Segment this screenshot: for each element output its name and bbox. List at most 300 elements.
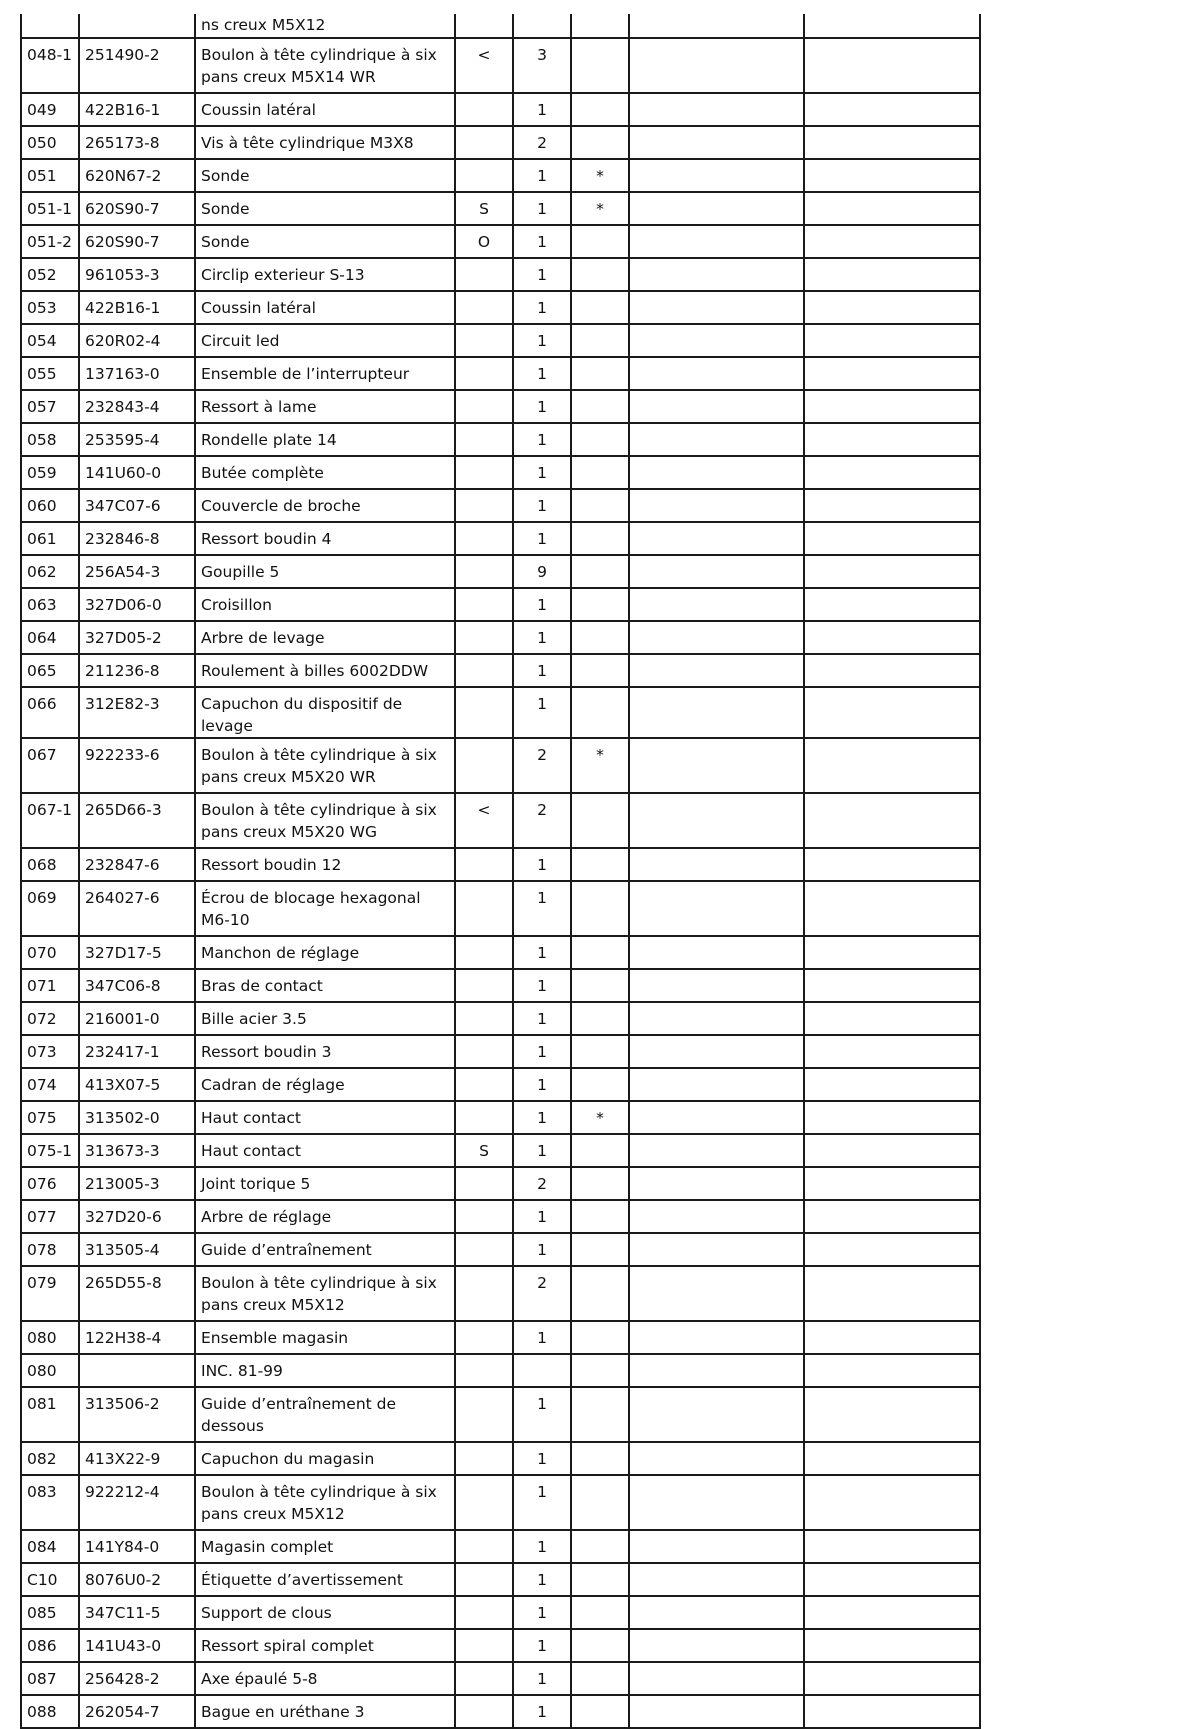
variant-mark-cell (455, 738, 513, 793)
part-number-cell: 232843-4 (79, 390, 195, 423)
variant-mark-cell (455, 1475, 513, 1530)
variant-mark-cell (455, 1233, 513, 1266)
quantity-cell: 1 (513, 489, 571, 522)
part-number-cell: 256A54-3 (79, 555, 195, 588)
quantity-cell: 2 (513, 738, 571, 793)
quantity-cell: 1 (513, 522, 571, 555)
extra-column-1-cell (629, 936, 804, 969)
note-mark-cell (571, 555, 629, 588)
quantity-cell: 2 (513, 1167, 571, 1200)
extra-column-1-cell (629, 793, 804, 848)
item-number-cell: 069 (21, 881, 79, 936)
quantity-cell: 1 (513, 390, 571, 423)
item-number-cell: 062 (21, 555, 79, 588)
item-number-cell: 074 (21, 1068, 79, 1101)
part-number-cell: 327D05-2 (79, 621, 195, 654)
description-cell: Arbre de réglage (195, 1200, 455, 1233)
quantity-cell: 2 (513, 126, 571, 159)
note-mark-cell (571, 1002, 629, 1035)
extra-column-1-cell (629, 687, 804, 738)
note-mark-cell (571, 848, 629, 881)
extra-column-1-cell (629, 1530, 804, 1563)
extra-column-2-cell (804, 1035, 980, 1068)
variant-mark-cell (455, 881, 513, 936)
description-cell: Bras de contact (195, 969, 455, 1002)
description-cell: Magasin complet (195, 1530, 455, 1563)
table-row (21, 936, 980, 969)
extra-column-2-cell (804, 390, 980, 423)
note-mark-cell (571, 1387, 629, 1442)
quantity-cell (513, 1354, 571, 1387)
extra-column-2-cell (804, 159, 980, 192)
extra-column-2-cell (804, 456, 980, 489)
variant-mark-cell (455, 159, 513, 192)
quantity-cell (513, 14, 571, 38)
extra-column-2-cell (804, 1101, 980, 1134)
note-mark-cell (571, 621, 629, 654)
quantity-cell: 1 (513, 1101, 571, 1134)
part-number-cell: 347C11-5 (79, 1596, 195, 1629)
variant-mark-cell (455, 291, 513, 324)
extra-column-1-cell (629, 1035, 804, 1068)
item-number-cell: 049 (21, 93, 79, 126)
part-number-cell (79, 1354, 195, 1387)
note-mark-cell: * (571, 738, 629, 793)
item-number-cell: 060 (21, 489, 79, 522)
extra-column-1-cell (629, 848, 804, 881)
description-cell: Ensemble de l’interrupteur (195, 357, 455, 390)
description-cell: Capuchon du dispositif de levage (195, 687, 455, 738)
variant-mark-cell (455, 14, 513, 38)
quantity-cell: 1 (513, 93, 571, 126)
description-cell: INC. 81-99 (195, 1354, 455, 1387)
table-row (21, 1321, 980, 1354)
quantity-cell: 1 (513, 357, 571, 390)
description-cell: Bille acier 3.5 (195, 1002, 455, 1035)
quantity-cell: 1 (513, 1035, 571, 1068)
part-number-cell: 347C07-6 (79, 489, 195, 522)
note-mark-cell (571, 1200, 629, 1233)
part-number-cell: 327D17-5 (79, 936, 195, 969)
table-row (21, 1530, 980, 1563)
part-number-cell: 413X22-9 (79, 1442, 195, 1475)
item-number-cell: 071 (21, 969, 79, 1002)
extra-column-1-cell (629, 654, 804, 687)
item-number-cell: 075 (21, 1101, 79, 1134)
note-mark-cell (571, 38, 629, 93)
table-row (21, 357, 980, 390)
table-row (21, 1167, 980, 1200)
quantity-cell: 1 (513, 291, 571, 324)
part-number-cell: 8076U0-2 (79, 1563, 195, 1596)
item-number-cell: 051-2 (21, 225, 79, 258)
item-number-cell: 057 (21, 390, 79, 423)
part-number-cell: 265D55-8 (79, 1266, 195, 1321)
description-cell: Sonde (195, 192, 455, 225)
variant-mark-cell (455, 687, 513, 738)
table-row (21, 1266, 980, 1321)
variant-mark-cell (455, 1596, 513, 1629)
description-cell: Sonde (195, 159, 455, 192)
table-row (21, 423, 980, 456)
note-mark-cell (571, 1629, 629, 1662)
extra-column-2-cell (804, 1002, 980, 1035)
quantity-cell: 1 (513, 1068, 571, 1101)
variant-mark-cell: < (455, 793, 513, 848)
variant-mark-cell (455, 588, 513, 621)
description-cell: Circuit led (195, 324, 455, 357)
table-row (21, 1101, 980, 1134)
table-row (21, 654, 980, 687)
extra-column-2-cell (804, 1629, 980, 1662)
quantity-cell: 1 (513, 1530, 571, 1563)
variant-mark-cell: O (455, 225, 513, 258)
variant-mark-cell (455, 936, 513, 969)
part-number-cell: 141Y84-0 (79, 1530, 195, 1563)
variant-mark-cell (455, 390, 513, 423)
extra-column-2-cell (804, 324, 980, 357)
note-mark-cell (571, 291, 629, 324)
extra-column-1-cell (629, 258, 804, 291)
extra-column-2-cell (804, 738, 980, 793)
extra-column-1-cell (629, 1321, 804, 1354)
table-row (21, 1354, 980, 1387)
part-number-cell: 232847-6 (79, 848, 195, 881)
item-number-cell: 051-1 (21, 192, 79, 225)
variant-mark-cell (455, 1563, 513, 1596)
extra-column-2-cell (804, 1167, 980, 1200)
variant-mark-cell (455, 423, 513, 456)
table-row (21, 1200, 980, 1233)
note-mark-cell (571, 225, 629, 258)
extra-column-1-cell (629, 1200, 804, 1233)
note-mark-cell (571, 1662, 629, 1695)
variant-mark-cell (455, 1200, 513, 1233)
extra-column-1-cell (629, 1629, 804, 1662)
variant-mark-cell (455, 1167, 513, 1200)
extra-column-2-cell (804, 1200, 980, 1233)
table-row (21, 881, 980, 936)
quantity-cell: 1 (513, 159, 571, 192)
variant-mark-cell (455, 456, 513, 489)
part-number-cell: 327D20-6 (79, 1200, 195, 1233)
extra-column-2-cell (804, 14, 980, 38)
extra-column-1-cell (629, 522, 804, 555)
description-cell: Ressort boudin 12 (195, 848, 455, 881)
description-cell: Axe épaulé 5-8 (195, 1662, 455, 1695)
variant-mark-cell (455, 1530, 513, 1563)
variant-mark-cell: S (455, 192, 513, 225)
item-number-cell: 067-1 (21, 793, 79, 848)
variant-mark-cell (455, 1695, 513, 1728)
table-row (21, 456, 980, 489)
quantity-cell: 1 (513, 1475, 571, 1530)
description-cell: Ressort boudin 3 (195, 1035, 455, 1068)
quantity-cell: 1 (513, 1002, 571, 1035)
item-number-cell: 087 (21, 1662, 79, 1695)
extra-column-2-cell (804, 192, 980, 225)
variant-mark-cell (455, 1101, 513, 1134)
item-number-cell: 077 (21, 1200, 79, 1233)
variant-mark-cell (455, 1442, 513, 1475)
extra-column-2-cell (804, 225, 980, 258)
quantity-cell: 1 (513, 1321, 571, 1354)
note-mark-cell (571, 654, 629, 687)
extra-column-1-cell (629, 621, 804, 654)
extra-column-2-cell (804, 126, 980, 159)
variant-mark-cell (455, 1321, 513, 1354)
quantity-cell: 1 (513, 1662, 571, 1695)
note-mark-cell (571, 1035, 629, 1068)
note-mark-cell (571, 489, 629, 522)
variant-mark-cell (455, 93, 513, 126)
extra-column-1-cell (629, 225, 804, 258)
part-number-cell: 265173-8 (79, 126, 195, 159)
variant-mark-cell (455, 1002, 513, 1035)
note-mark-cell (571, 93, 629, 126)
item-number-cell: 073 (21, 1035, 79, 1068)
part-number-cell: 422B16-1 (79, 291, 195, 324)
note-mark-cell (571, 258, 629, 291)
extra-column-1-cell (629, 357, 804, 390)
extra-column-1-cell (629, 1662, 804, 1695)
note-mark-cell (571, 936, 629, 969)
note-mark-cell (571, 1530, 629, 1563)
item-number-cell: 076 (21, 1167, 79, 1200)
table-row (21, 1695, 980, 1728)
extra-column-2-cell (804, 1233, 980, 1266)
extra-column-2-cell (804, 555, 980, 588)
extra-column-2-cell (804, 1662, 980, 1695)
quantity-cell: 1 (513, 258, 571, 291)
table-row (21, 1233, 980, 1266)
variant-mark-cell (455, 324, 513, 357)
quantity-cell: 1 (513, 324, 571, 357)
note-mark-cell (571, 1475, 629, 1530)
note-mark-cell (571, 1695, 629, 1728)
quantity-cell: 1 (513, 1134, 571, 1167)
table-row (21, 522, 980, 555)
description-cell: ns creux M5X12 (195, 14, 455, 38)
item-number-cell (21, 14, 79, 38)
extra-column-1-cell (629, 1233, 804, 1266)
note-mark-cell (571, 969, 629, 1002)
extra-column-2-cell (804, 1695, 980, 1728)
variant-mark-cell (455, 621, 513, 654)
quantity-cell: 1 (513, 1695, 571, 1728)
part-number-cell: 232417-1 (79, 1035, 195, 1068)
item-number-cell: 052 (21, 258, 79, 291)
extra-column-1-cell (629, 390, 804, 423)
part-number-cell: 620N67-2 (79, 159, 195, 192)
extra-column-1-cell (629, 1442, 804, 1475)
description-cell: Guide d’entraînement (195, 1233, 455, 1266)
quantity-cell: 1 (513, 654, 571, 687)
item-number-cell: 059 (21, 456, 79, 489)
extra-column-2-cell (804, 1068, 980, 1101)
description-cell: Guide d’entraînement de dessous (195, 1387, 455, 1442)
quantity-cell: 1 (513, 1442, 571, 1475)
item-number-cell: 081 (21, 1387, 79, 1442)
item-number-cell: 055 (21, 357, 79, 390)
extra-column-1-cell (629, 1387, 804, 1442)
extra-column-2-cell (804, 1387, 980, 1442)
description-cell: Roulement à billes 6002DDW (195, 654, 455, 687)
extra-column-2-cell (804, 793, 980, 848)
table-row (21, 258, 980, 291)
extra-column-1-cell (629, 1101, 804, 1134)
variant-mark-cell (455, 1662, 513, 1695)
variant-mark-cell (455, 258, 513, 291)
table-row (21, 969, 980, 1002)
description-cell: Vis à tête cylindrique M3X8 (195, 126, 455, 159)
table-row (21, 390, 980, 423)
table-row (21, 555, 980, 588)
extra-column-2-cell (804, 1530, 980, 1563)
variant-mark-cell (455, 1354, 513, 1387)
note-mark-cell (571, 1321, 629, 1354)
table-row (21, 291, 980, 324)
quantity-cell: 1 (513, 423, 571, 456)
table-row (21, 1134, 980, 1167)
item-number-cell: 086 (21, 1629, 79, 1662)
description-cell: Support de clous (195, 1596, 455, 1629)
note-mark-cell (571, 357, 629, 390)
item-number-cell: 053 (21, 291, 79, 324)
table-row (21, 1035, 980, 1068)
description-cell: Circlip exterieur S-13 (195, 258, 455, 291)
quantity-cell: 2 (513, 1266, 571, 1321)
table-row (21, 192, 980, 225)
description-cell: Boulon à tête cylindrique à six pans creux M5X12 (195, 1266, 455, 1321)
parts-table-body (21, 14, 980, 1728)
part-number-cell: 313505-4 (79, 1233, 195, 1266)
variant-mark-cell (455, 1266, 513, 1321)
quantity-cell: 1 (513, 225, 571, 258)
item-number-cell: 083 (21, 1475, 79, 1530)
part-number-cell: 313673-3 (79, 1134, 195, 1167)
item-number-cell: 078 (21, 1233, 79, 1266)
part-number-cell: 313506-2 (79, 1387, 195, 1442)
part-number-cell: 251490-2 (79, 38, 195, 93)
variant-mark-cell (455, 357, 513, 390)
extra-column-1-cell (629, 1596, 804, 1629)
quantity-cell: 1 (513, 1629, 571, 1662)
table-row (21, 1563, 980, 1596)
part-number-cell: 262054-7 (79, 1695, 195, 1728)
table-row (21, 848, 980, 881)
item-number-cell: 072 (21, 1002, 79, 1035)
description-cell: Ressort boudin 4 (195, 522, 455, 555)
note-mark-cell (571, 423, 629, 456)
note-mark-cell (571, 1596, 629, 1629)
note-mark-cell (571, 1442, 629, 1475)
table-row (21, 588, 980, 621)
description-cell: Ressort spiral complet (195, 1629, 455, 1662)
description-cell: Boulon à tête cylindrique à six pans creux M5X12 (195, 1475, 455, 1530)
description-cell: Boulon à tête cylindrique à six pans creux M5X14 WR (195, 38, 455, 93)
description-cell: Croisillon (195, 588, 455, 621)
item-number-cell: 067 (21, 738, 79, 793)
description-cell: Arbre de levage (195, 621, 455, 654)
extra-column-1-cell (629, 969, 804, 1002)
part-number-cell: 312E82-3 (79, 687, 195, 738)
extra-column-2-cell (804, 1266, 980, 1321)
extra-column-2-cell (804, 489, 980, 522)
quantity-cell: 1 (513, 621, 571, 654)
part-number-cell: 961053-3 (79, 258, 195, 291)
description-cell: Sonde (195, 225, 455, 258)
extra-column-1-cell (629, 489, 804, 522)
table-row (21, 489, 980, 522)
extra-column-1-cell (629, 456, 804, 489)
extra-column-2-cell (804, 423, 980, 456)
extra-column-2-cell (804, 687, 980, 738)
table-row (21, 1002, 980, 1035)
part-number-cell: 922212-4 (79, 1475, 195, 1530)
table-row (21, 1662, 980, 1695)
table-row (21, 621, 980, 654)
extra-column-1-cell (629, 1002, 804, 1035)
extra-column-1-cell (629, 93, 804, 126)
description-cell: Écrou de blocage hexagonal M6-10 (195, 881, 455, 936)
extra-column-1-cell (629, 1167, 804, 1200)
extra-column-2-cell (804, 38, 980, 93)
item-number-cell: 088 (21, 1695, 79, 1728)
table-row (21, 126, 980, 159)
variant-mark-cell (455, 126, 513, 159)
part-number-cell: 327D06-0 (79, 588, 195, 621)
extra-column-1-cell (629, 1354, 804, 1387)
variant-mark-cell (455, 1629, 513, 1662)
variant-mark-cell: S (455, 1134, 513, 1167)
quantity-cell: 1 (513, 1233, 571, 1266)
part-number-cell: 211236-8 (79, 654, 195, 687)
part-number-cell: 620S90-7 (79, 225, 195, 258)
item-number-cell: 082 (21, 1442, 79, 1475)
item-number-cell: 066 (21, 687, 79, 738)
description-cell: Goupille 5 (195, 555, 455, 588)
note-mark-cell: * (571, 159, 629, 192)
extra-column-1-cell (629, 159, 804, 192)
quantity-cell: 1 (513, 969, 571, 1002)
extra-column-1-cell (629, 588, 804, 621)
description-cell: Couvercle de broche (195, 489, 455, 522)
note-mark-cell (571, 1134, 629, 1167)
item-number-cell: 058 (21, 423, 79, 456)
extra-column-2-cell (804, 1354, 980, 1387)
extra-column-1-cell (629, 126, 804, 159)
description-cell: Bague en uréthane 3 (195, 1695, 455, 1728)
note-mark-cell (571, 14, 629, 38)
item-number-cell: 080 (21, 1354, 79, 1387)
extra-column-1-cell (629, 738, 804, 793)
extra-column-2-cell (804, 357, 980, 390)
extra-column-2-cell (804, 969, 980, 1002)
description-cell: Haut contact (195, 1101, 455, 1134)
note-mark-cell (571, 1233, 629, 1266)
extra-column-2-cell (804, 522, 980, 555)
extra-column-1-cell (629, 1475, 804, 1530)
part-number-cell: 253595-4 (79, 423, 195, 456)
extra-column-2-cell (804, 1563, 980, 1596)
description-cell: Coussin latéral (195, 93, 455, 126)
item-number-cell: 063 (21, 588, 79, 621)
extra-column-2-cell (804, 588, 980, 621)
extra-column-1-cell (629, 291, 804, 324)
item-number-cell: 075-1 (21, 1134, 79, 1167)
extra-column-2-cell (804, 1442, 980, 1475)
